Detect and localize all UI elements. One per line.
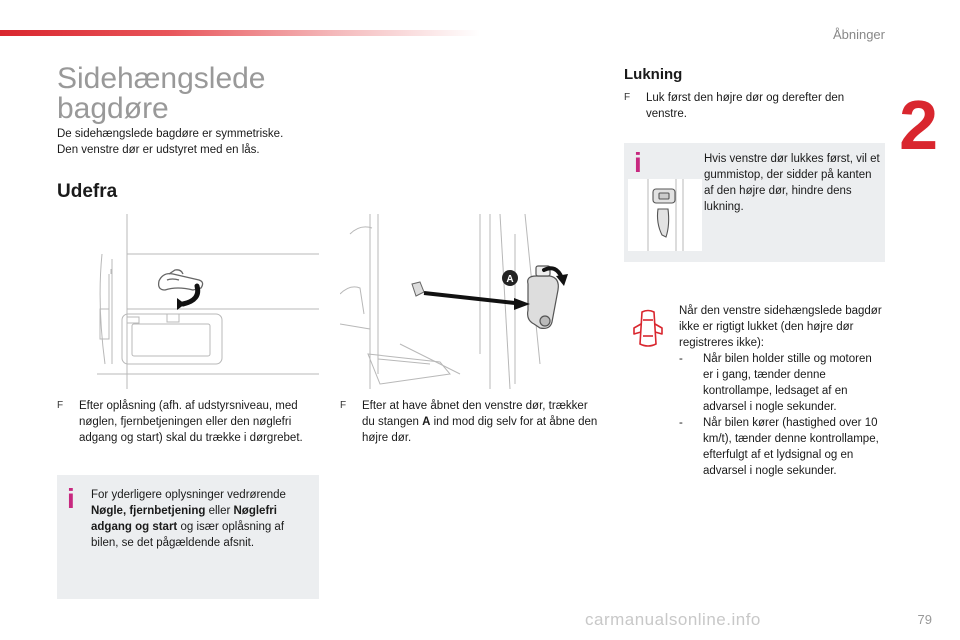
rubber-stop-illustration	[628, 179, 702, 251]
warning-item-1	[679, 351, 884, 415]
door-handle-illustration	[97, 214, 319, 389]
warning-item-1-text: Når bilen holder stille og motoren er i gang, tænder denne kontrollampe, ledsaget af en advarsel i nogle sekunder.	[703, 353, 872, 413]
top-accent-bar	[0, 30, 480, 36]
rubber-stop-drawing	[628, 179, 702, 251]
door-open-warning-icon	[632, 308, 664, 350]
info-icon: i	[634, 147, 642, 178]
lukning-bullet-1	[624, 90, 874, 122]
intro-text	[57, 126, 357, 158]
section-title: Åbninger	[832, 27, 885, 42]
lever-a-illustration	[340, 214, 600, 389]
watermark: carmanualsonline.info	[585, 610, 761, 629]
intro-line2: Den venstre dør er udstyret med en lås.	[57, 144, 260, 156]
warning-item-2-text: Når bilen kører (hastighed over 10 km/t), tænder denne kontrollampe, efterfulgt af et lydsignal og en advarsel i nogle sekunder.	[703, 417, 879, 477]
page-title	[57, 64, 266, 124]
udefra-bullet-1	[57, 398, 319, 446]
chapter-number: 2	[899, 86, 938, 164]
lukning-info-text: Hvis venstre dør lukkes først, vil et gummistop, der sidder på kanten af den højre dør, hindre dens lukning.	[704, 153, 880, 213]
warning-item-2	[679, 415, 884, 479]
page-title-line2: bagdøre	[57, 92, 169, 125]
lukning-heading: Lukning	[624, 66, 683, 83]
udefra-bullet-2	[340, 398, 598, 446]
udefra-info-text: For yderligere oplysninger vedrørende Nøgle, fjernbetjening eller Nøglefri adgang og start og især oplåsning af bilen, se det pågældende afsnit.	[91, 489, 286, 549]
callout-a-label: A	[506, 274, 514, 285]
lever-a-drawing	[340, 214, 600, 389]
page-number: 79	[917, 612, 932, 627]
car-door-open-icon	[632, 308, 664, 350]
bullet-icon: F	[624, 92, 631, 103]
info-icon: i	[67, 483, 75, 514]
udefra-bullet-1-text: Efter oplåsning (afh. af udstyrsniveau, med nøglen, fjernbetjeningen eller den nøglefri adgang og start) skal du trække i dørgrebet.	[79, 400, 303, 444]
lever-a-ref: A	[422, 416, 431, 428]
udefra-bullet-2-text: Efter at have åbnet den venstre dør, trækker du stangen A ind mod dig selv for at åbne den højre dør.	[362, 400, 598, 444]
lukning-info-box	[624, 143, 885, 262]
page-title-line1: Sidehængslede	[57, 62, 266, 95]
warning-intro: Når den venstre sidehængslede bagdør ikke er rigtigt lukket (den højre dør registreres ikke):	[679, 305, 882, 349]
dash-marker: -	[679, 353, 683, 365]
bullet-icon: F	[57, 400, 64, 411]
intro-line1: De sidehængslede bagdøre er symmetriske.	[57, 128, 284, 140]
dash-marker: -	[679, 417, 683, 429]
warning-text-block	[679, 303, 884, 479]
udefra-heading: Udefra	[57, 181, 118, 202]
lukning-bullet-1-text: Luk først den højre dør og derefter den venstre.	[646, 92, 845, 120]
bullet-icon: F	[340, 400, 347, 411]
udefra-info-box	[57, 475, 319, 599]
door-handle-drawing	[97, 214, 319, 389]
